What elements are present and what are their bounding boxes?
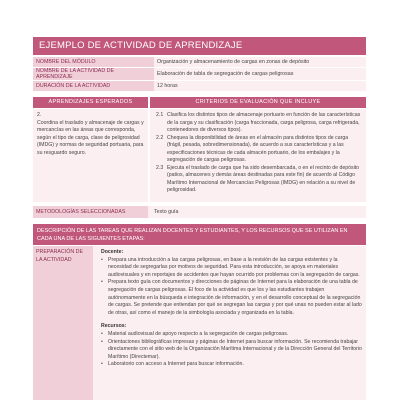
recursos-title: Recursos: (101, 323, 127, 330)
bullet-icon: • (101, 279, 103, 286)
criterio-number: 2.1 (156, 112, 164, 118)
aprendizaje-cell (33, 109, 148, 202)
criterio-number: 2.2 (156, 134, 164, 141)
criterio-number: 2.3 (156, 164, 164, 171)
list-item-text: Prepara una introducción a las cargas peligrosas, en base a la revisión de las cargas existentes y la necesidad de segregarlas por motivos de seguridad. Para esta introducción, se apoya en materiales audiovisuales y en reportajes de accidentes que hayan ocurrido por problemas con la segregación de cargas. (108, 256, 360, 278)
criterio-text: Chequea la disponibilidad de áreas en el almacén para distintos tipos de carga (frágil, pesada, sobredimensionada), de acuerdo a sus características y a las especificaciones técnicas de cada almacén portuario, de los embalajes y la segregación de cargas peligrosas. (167, 134, 349, 163)
info-value: 12 horas (154, 81, 366, 92)
descripcion-heading: DESCRIPCIÓN DE LAS TAREAS QUE REALIZAN DOCENTES Y ESTUDIANTES, Y LOS RECURSOS QUE SE UTILIZAN EN CADA UNA DE LAS SIGUIENTES ETAPAS: (33, 224, 366, 245)
info-label: NOMBRE DE LA ACTIVIDAD DE APRENDIZAJE (33, 68, 154, 81)
info-row (33, 81, 366, 92)
list-item (101, 279, 362, 317)
list-item (101, 361, 362, 369)
criterios-cell (148, 109, 366, 202)
columns-header (33, 97, 366, 108)
criterio-item (156, 135, 362, 165)
objectives-row (33, 109, 366, 202)
info-label: NOMBRE DEL MÓDULO (33, 57, 154, 68)
info-table (33, 57, 366, 92)
metodologias-label: METODOLOGÍAS SELECCIONADAS (33, 206, 148, 218)
stage-label: PREPARACIÓN DE LA ACTIVIDAD (33, 246, 93, 400)
aprendizaje-number: 2. (37, 112, 42, 118)
aprendizajes-header: APRENDIZAJES ESPERADOS (33, 97, 148, 108)
list-item-text: Material audiovisual de apoyo respecto a la segregación de cargas peligrosas. (108, 330, 289, 337)
metodologias-value: Texto guía (148, 206, 366, 218)
criterio-text: Ejecuta el traslado de carga que ha sido desembarcada, o en el recinto de depósito (patios, almacenes y demás áreas destinadas para este fin) de acuerdo al Código Marítimo Internacional de Mercancías Peligrosas (IMDG) en relación a su nivel de peligrosidad. (167, 164, 360, 193)
docente-title: Docente: (101, 249, 124, 255)
bullet-icon: • (101, 330, 103, 337)
info-row (33, 57, 366, 68)
info-value: Organización y almacenamiento de cargas en zonas de depósito (154, 57, 366, 68)
list-item (101, 339, 362, 362)
criterio-item (156, 165, 362, 195)
bullet-icon: • (101, 361, 103, 368)
list-item-text: Prepara texto guía con documentos y direcciones de páginas de Internet para la elaboración de una tabla de segregación de cargas peligrosas. El foco de la actividad es que los y las estudiantes trabajen autónomamente en la búsqueda e integración de información, y en el desarrollo conceptual de la segregación de cargas. Se pretende que entiendan por qué se segregan las cargas y por qué unas no pueden estar al lado de otras, así como el manejo de la simbología asociada y organizada en la tabla. (108, 279, 362, 316)
list-item (101, 331, 362, 339)
page-title: EJEMPLO DE ACTIVIDAD DE APRENDIZAJE (33, 37, 366, 55)
descripcion-row (33, 246, 366, 400)
info-row (33, 68, 366, 81)
bullet-icon: • (101, 338, 103, 345)
info-label: DURACIÓN DE LA ACTIVIDAD (33, 81, 154, 92)
list-item-text: Laboratorio con acceso a Internet para buscar información. (108, 361, 244, 368)
aprendizaje-text: Coordina el traslado y almacenaje de cargas y mercancías en las áreas que corresponda, según el tipo de carga, clase de peligrosidad (IMDG) y normas de seguridad portuaria, para su resguardo seguro. (37, 119, 144, 156)
info-value: Elaboración de tabla de segregación de cargas peligrosas (154, 68, 366, 81)
list-item-text: Orientaciones bibliográficas impresas y páginas de Internet para buscar información. Se recomienda trabajar directamente con el sitio web de la Organización Marítima Internacional y de la Dirección General del Territorio Marítimo (Directemar). (108, 338, 362, 360)
criterios-header: CRITERIOS DE EVALUACIÓN QUE INCLUYE (150, 97, 366, 108)
list-item (101, 257, 362, 280)
bullet-icon: • (101, 256, 103, 263)
criterio-text: Clasifica los distintos tipos de almacenaje portuario en función de las características de la carga y su clasificación (carga fraccionada, carga peligrosa, carga refrigerada, contenedores de diversos tipos). (167, 112, 361, 133)
metodologias-row (33, 206, 366, 218)
stage-body (93, 246, 366, 400)
criterio-item (156, 112, 362, 135)
